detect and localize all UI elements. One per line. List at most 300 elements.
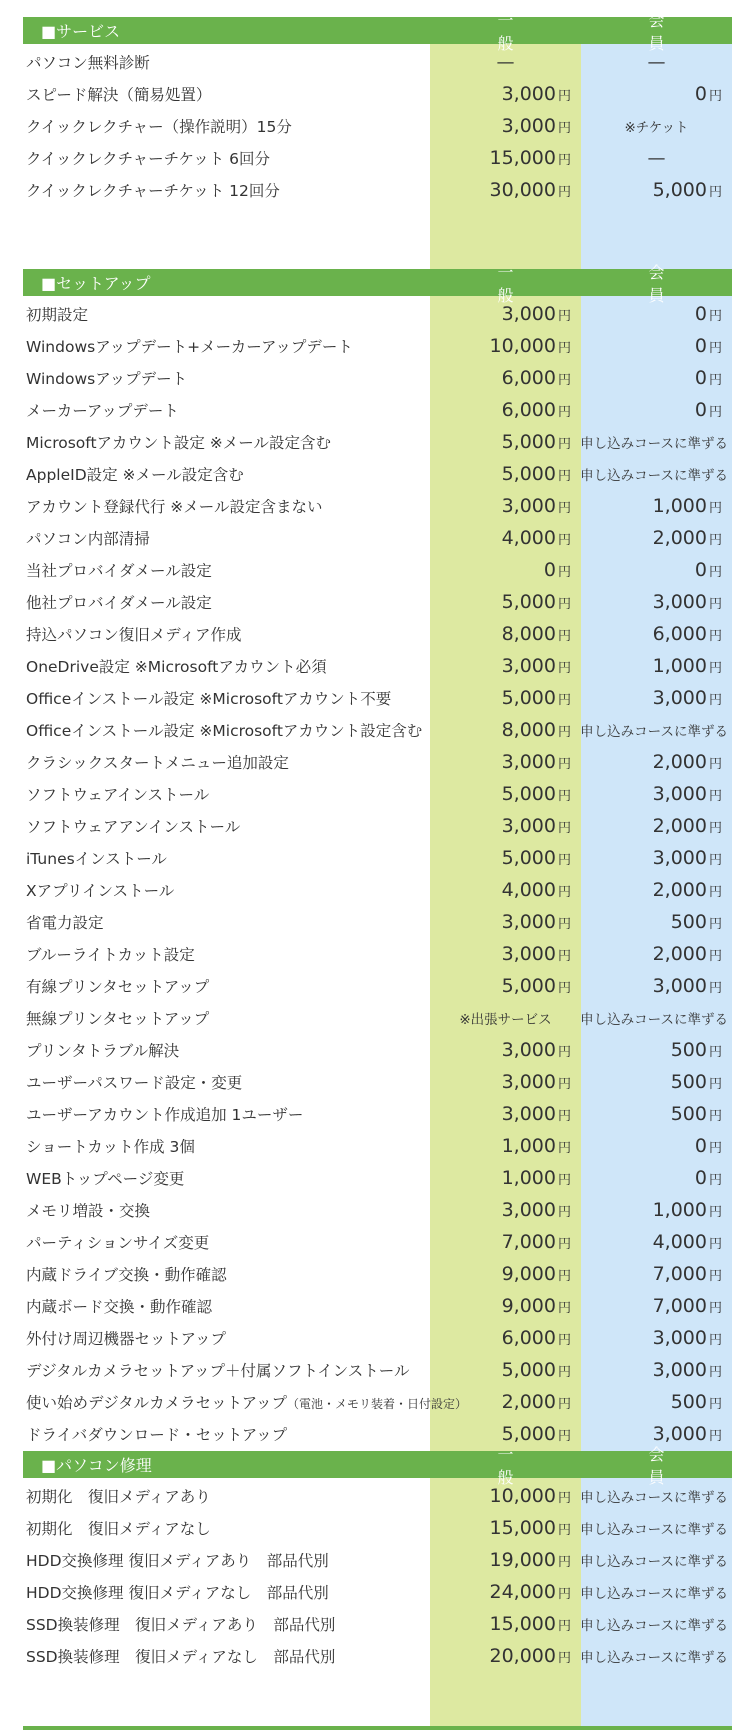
price-row: [23, 1608, 732, 1640]
service-name: ユーザーパスワード設定・変更: [26, 1074, 243, 1092]
price-row: [23, 1002, 732, 1034]
column-header-kaiin: 会 員: [648, 1444, 733, 1487]
price-row: [23, 1322, 732, 1354]
ippan-price: [430, 751, 581, 773]
yen-unit: 円: [557, 725, 571, 740]
ippan-price: [430, 179, 581, 201]
price-row: [23, 362, 732, 394]
yen-unit: 円: [557, 1333, 571, 1348]
kaiin-price: [581, 83, 732, 105]
price-value: 3,000: [501, 1103, 556, 1125]
yen-unit: 円: [708, 1141, 722, 1156]
ippan-price: [430, 1391, 581, 1413]
price-note: 申し込みコースに準ずる: [580, 1012, 728, 1028]
kaiin-price: [581, 1039, 732, 1061]
price-value: 19,000: [489, 1549, 556, 1571]
price-value: 3,000: [501, 751, 556, 773]
service-name: 無線プリンタセットアップ: [26, 1010, 210, 1028]
yen-unit: 円: [557, 1491, 571, 1506]
yen-unit: 円: [557, 185, 571, 200]
price-row: [23, 650, 732, 682]
yen-unit: 円: [708, 1205, 722, 1220]
price-value: 20,000: [489, 1645, 556, 1667]
kaiin-price: [581, 1614, 732, 1634]
price-row: [23, 298, 732, 330]
ippan-price: [430, 815, 581, 837]
kaiin-price: [581, 720, 732, 740]
kaiin-price: [581, 1359, 732, 1381]
price-value: 5,000: [501, 431, 556, 453]
section-header: [23, 262, 733, 305]
yen-unit: 円: [557, 501, 571, 516]
price-row: [23, 426, 732, 458]
ippan-price: [430, 879, 581, 901]
price-value: 3,000: [652, 1327, 707, 1349]
yen-unit: 円: [557, 1523, 571, 1538]
kaiin-price: [581, 179, 732, 201]
yen-unit: 円: [708, 1397, 722, 1412]
price-value: 24,000: [489, 1581, 556, 1603]
ippan-price: [430, 1327, 581, 1349]
yen-unit: 円: [708, 597, 722, 612]
price-row: [23, 1386, 732, 1418]
yen-unit: 円: [708, 1301, 722, 1316]
price-value: 0: [694, 83, 707, 105]
kaiin-price: [581, 1008, 732, 1028]
column-header-kaiin: 会 員: [648, 10, 733, 53]
ippan-price: [430, 591, 581, 613]
price-value: 5,000: [501, 687, 556, 709]
price-row: [23, 394, 732, 426]
yen-unit: 円: [557, 1619, 571, 1634]
yen-unit: 円: [557, 121, 571, 136]
service-name: Officeインストール設定 ※Microsoftアカウント不要: [26, 690, 392, 708]
service-name: WEBトップページ変更: [26, 1170, 185, 1188]
yen-unit: 円: [557, 629, 571, 644]
ippan-price: [430, 623, 581, 645]
kaiin-price: [581, 1071, 732, 1093]
yen-unit: 円: [557, 1365, 571, 1380]
yen-unit: 円: [708, 405, 722, 420]
ippan-price: [430, 1581, 581, 1603]
price-value: 3,000: [501, 495, 556, 517]
price-row: [23, 1162, 732, 1194]
price-value: 1,000: [652, 655, 707, 677]
yen-unit: 円: [557, 693, 571, 708]
yen-unit: 円: [708, 1077, 722, 1092]
price-row: [23, 586, 732, 618]
kaiin-price: [581, 655, 732, 677]
kaiin-price: [581, 559, 732, 581]
price-value: 6,000: [501, 1327, 556, 1349]
service-name: Microsoftアカウント設定 ※メール設定含む: [26, 434, 331, 452]
price-value: 1,000: [652, 495, 707, 517]
service-name: スピード解決（簡易処置）: [26, 86, 212, 104]
price-value: 9,000: [501, 1263, 556, 1285]
kaiin-price: [581, 464, 732, 484]
ippan-price: [430, 975, 581, 997]
not-applicable-dash: —: [496, 51, 515, 73]
yen-unit: 円: [557, 1397, 571, 1412]
yen-unit: 円: [557, 1045, 571, 1060]
price-value: 4,000: [501, 527, 556, 549]
yen-unit: 円: [708, 917, 722, 932]
service-name: 持込パソコン復旧メディア作成: [26, 626, 242, 644]
price-value: 3,000: [652, 975, 707, 997]
price-value: 3,000: [652, 847, 707, 869]
yen-unit: 円: [708, 757, 722, 772]
ippan-price: [430, 527, 581, 549]
price-value: 4,000: [652, 1231, 707, 1253]
section-header-bar: [23, 1726, 732, 1730]
price-row: [23, 1098, 732, 1130]
price-value: 0: [694, 1167, 707, 1189]
service-name: 初期化 復旧メディアなし: [26, 1520, 211, 1538]
price-row: [23, 490, 732, 522]
ippan-price: [430, 1103, 581, 1125]
price-value: 3,000: [501, 943, 556, 965]
ippan-price: [430, 1263, 581, 1285]
price-value: 5,000: [501, 975, 556, 997]
price-row: [23, 142, 732, 174]
service-name: メモリ増設・交換: [26, 1202, 151, 1220]
yen-unit: 円: [557, 533, 571, 548]
service-name: AppleID設定 ※メール設定含む: [26, 466, 244, 484]
price-value: 15,000: [489, 147, 556, 169]
column-header-ippan: 一 般: [497, 262, 582, 305]
ippan-price: [430, 1613, 581, 1635]
service-name: 内蔵ドライブ交換・動作確認: [26, 1266, 227, 1284]
price-value: 0: [543, 559, 556, 581]
ippan-price: [430, 303, 581, 325]
price-row: [23, 938, 732, 970]
yen-unit: 円: [557, 1301, 571, 1316]
yen-unit: 円: [708, 885, 722, 900]
price-value: 5,000: [501, 783, 556, 805]
kaiin-price: [581, 783, 732, 805]
service-name: クイックレクチャー（操作説明）15分: [26, 118, 292, 136]
price-note: 申し込みコースに準ずる: [580, 1586, 728, 1602]
kaiin-price: [581, 1103, 732, 1125]
service-name: 外付け周辺機器セットアップ: [26, 1330, 226, 1348]
kaiin-price: [581, 52, 732, 73]
yen-unit: 円: [557, 309, 571, 324]
yen-unit: 円: [708, 1109, 722, 1124]
yen-unit: 円: [557, 1269, 571, 1284]
yen-unit: 円: [708, 853, 722, 868]
section-title: ■パソコン修理: [41, 1456, 152, 1475]
kaiin-price: [581, 687, 732, 709]
price-row: [23, 1576, 732, 1608]
price-value: 500: [670, 911, 707, 933]
kaiin-price: [581, 367, 732, 389]
price-value: 7,000: [652, 1295, 707, 1317]
ippan-price: [430, 655, 581, 677]
service-name: Windowsアップデート: [26, 370, 188, 388]
service-name: プリンタトラブル解決: [26, 1042, 180, 1060]
yen-unit: 円: [708, 309, 722, 324]
price-value: 3,000: [652, 1423, 707, 1445]
price-value: 2,000: [652, 527, 707, 549]
price-row: [23, 1066, 732, 1098]
service-name: 有線プリンタセットアップ: [26, 978, 210, 996]
kaiin-price: [581, 1135, 732, 1157]
service-name: パソコン内部清掃: [26, 530, 150, 548]
price-note: 申し込みコースに準ずる: [580, 724, 728, 740]
price-value: 500: [670, 1103, 707, 1125]
price-value: 3,000: [501, 83, 556, 105]
price-value: 9,000: [501, 1295, 556, 1317]
ippan-price: [430, 1295, 581, 1317]
kaiin-price: [581, 943, 732, 965]
section-title: ■サービス: [41, 22, 121, 41]
yen-unit: 円: [557, 1651, 571, 1666]
price-value: 0: [694, 399, 707, 421]
service-name: ブルーライトカット設定: [26, 946, 195, 964]
price-row: [23, 78, 732, 110]
price-value: 5,000: [501, 463, 556, 485]
yen-unit: 円: [708, 1333, 722, 1348]
price-value: 1,000: [501, 1135, 556, 1157]
kaiin-price: [581, 399, 732, 421]
price-value: 7,000: [501, 1231, 556, 1253]
yen-unit: 円: [708, 501, 722, 516]
ippan-price: [430, 1071, 581, 1093]
kaiin-price: [581, 1646, 732, 1666]
ippan-price: [430, 335, 581, 357]
price-value: 3,000: [501, 1071, 556, 1093]
yen-unit: 円: [708, 1429, 722, 1444]
price-row: [23, 1544, 732, 1576]
kaiin-price: [581, 1582, 732, 1602]
yen-unit: 円: [708, 533, 722, 548]
yen-unit: 円: [708, 1365, 722, 1380]
price-value: 3,000: [501, 655, 556, 677]
yen-unit: 円: [708, 981, 722, 996]
ippan-price: [430, 1517, 581, 1539]
price-row: [23, 970, 732, 1002]
price-row: [23, 46, 732, 78]
yen-unit: 円: [708, 89, 722, 104]
service-name: iTunesインストール: [26, 850, 167, 868]
service-name: クイックレクチャーチケット 12回分: [26, 182, 280, 200]
price-note: 申し込みコースに準ずる: [580, 436, 728, 452]
kaiin-price: [581, 1295, 732, 1317]
price-value: 7,000: [652, 1263, 707, 1285]
yen-unit: 円: [708, 693, 722, 708]
yen-unit: 円: [557, 1077, 571, 1092]
ippan-price: [430, 1359, 581, 1381]
ippan-price: [430, 1199, 581, 1221]
kaiin-price: [581, 495, 732, 517]
yen-unit: 円: [557, 1555, 571, 1570]
price-row: [23, 778, 732, 810]
price-value: 3,000: [652, 783, 707, 805]
kaiin-price: [581, 815, 732, 837]
yen-unit: 円: [708, 373, 722, 388]
price-value: 10,000: [489, 335, 556, 357]
kaiin-price: [581, 975, 732, 997]
price-row: [23, 1512, 732, 1544]
price-row: [23, 682, 732, 714]
price-value: 0: [694, 303, 707, 325]
yen-unit: 円: [708, 185, 722, 200]
price-note: 申し込みコースに準ずる: [580, 1554, 728, 1570]
ippan-price: [430, 52, 581, 73]
section-title: ■セットアップ: [41, 274, 151, 293]
yen-unit: 円: [557, 373, 571, 388]
service-name: 内蔵ボード交換・動作確認: [26, 1298, 213, 1316]
price-value: 2,000: [652, 943, 707, 965]
price-value: 5,000: [501, 1359, 556, 1381]
kaiin-price: [581, 591, 732, 613]
service-name: ソフトウェアインストール: [26, 786, 210, 804]
price-value: 3,000: [501, 115, 556, 137]
price-row: [23, 1354, 732, 1386]
price-row: [23, 1034, 732, 1066]
yen-unit: 円: [708, 1173, 722, 1188]
price-value: 3,000: [652, 591, 707, 613]
price-row: [23, 522, 732, 554]
price-note: ※チケット: [624, 120, 689, 136]
price-row: [23, 1290, 732, 1322]
price-value: 0: [694, 367, 707, 389]
price-value: 15,000: [489, 1613, 556, 1635]
service-name: パソコン無料診断: [26, 54, 150, 72]
service-name: アカウント登録代行 ※メール設定含まない: [26, 498, 323, 516]
service-name: OneDrive設定 ※Microsoftアカウント必須: [26, 658, 327, 676]
price-value: 6,000: [501, 367, 556, 389]
service-name: Xアプリインストール: [26, 882, 175, 900]
ippan-price: [430, 431, 581, 453]
price-value: 6,000: [501, 399, 556, 421]
yen-unit: 円: [557, 885, 571, 900]
ippan-price: [430, 83, 581, 105]
price-value: 3,000: [501, 1199, 556, 1221]
yen-unit: 円: [557, 341, 571, 356]
price-value: 3,000: [501, 911, 556, 933]
kaiin-price: [581, 432, 732, 452]
price-row: [23, 714, 732, 746]
price-value: 0: [694, 559, 707, 581]
service-name: 使い始めデジタルカメラセットアップ（電池・メモリ装着・日付設定）: [26, 1394, 468, 1412]
price-row: [23, 1640, 732, 1672]
yen-unit: 円: [708, 1237, 722, 1252]
service-name: 当社プロバイダメール設定: [26, 562, 212, 580]
ippan-price: [430, 495, 581, 517]
column-header-kaiin: 会 員: [648, 262, 733, 305]
yen-unit: 円: [557, 661, 571, 676]
service-name: ドライバダウンロード・セットアップ: [26, 1426, 288, 1444]
yen-unit: 円: [557, 917, 571, 932]
price-value: 6,000: [652, 623, 707, 645]
price-value: 500: [670, 1071, 707, 1093]
yen-unit: 円: [708, 1269, 722, 1284]
service-name: SSD換装修理 復旧メディアなし 部品代別: [26, 1648, 336, 1666]
yen-unit: 円: [557, 89, 571, 104]
service-name-note: （電池・メモリ装着・日付設定）: [287, 1397, 468, 1411]
price-row: [23, 110, 732, 142]
kaiin-price: [581, 1199, 732, 1221]
price-row: [23, 1194, 732, 1226]
price-value: 1,000: [501, 1167, 556, 1189]
yen-unit: 円: [708, 341, 722, 356]
not-applicable-dash: —: [647, 51, 666, 73]
service-name: HDD交換修理 復旧メディアなし 部品代別: [26, 1584, 329, 1602]
price-row: [23, 554, 732, 586]
kaiin-price: [581, 527, 732, 549]
kaiin-price: [581, 879, 732, 901]
service-name: メーカーアップデート: [26, 402, 179, 420]
price-value: 4,000: [501, 879, 556, 901]
kaiin-price: [581, 116, 732, 136]
kaiin-price: [581, 1327, 732, 1349]
yen-unit: 円: [708, 1045, 722, 1060]
column-header-ippan: 一 般: [497, 1444, 582, 1487]
yen-unit: 円: [557, 1205, 571, 1220]
yen-unit: 円: [708, 949, 722, 964]
price-row: [23, 1226, 732, 1258]
ippan-price: [430, 847, 581, 869]
yen-unit: 円: [557, 1109, 571, 1124]
yen-unit: 円: [557, 565, 571, 580]
price-value: 5,000: [652, 179, 707, 201]
price-value: 15,000: [489, 1517, 556, 1539]
price-note: 申し込みコースに準ずる: [580, 468, 728, 484]
price-value: 3,000: [501, 815, 556, 837]
price-note: 申し込みコースに準ずる: [580, 1650, 728, 1666]
kaiin-price: [581, 623, 732, 645]
price-row: [23, 746, 732, 778]
price-value: 1,000: [652, 1199, 707, 1221]
price-row: [23, 1130, 732, 1162]
ippan-price: [430, 1549, 581, 1571]
kaiin-price: [581, 1518, 732, 1538]
price-note: 申し込みコースに準ずる: [580, 1522, 728, 1538]
service-name: ショートカット作成 3個: [26, 1138, 195, 1156]
price-value: 30,000: [489, 179, 556, 201]
kaiin-price: [581, 751, 732, 773]
yen-unit: 円: [557, 981, 571, 996]
service-name: ユーザーアカウント作成追加 1ユーザー: [26, 1106, 304, 1124]
price-value: 8,000: [501, 623, 556, 645]
ippan-price: [430, 463, 581, 485]
price-value: 3,000: [501, 1039, 556, 1061]
ippan-price: [430, 367, 581, 389]
price-note: ※出張サービス: [459, 1012, 552, 1028]
service-name: SSD換装修理 復旧メディアあり 部品代別: [26, 1616, 336, 1634]
column-header-ippan: 一 般: [497, 10, 582, 53]
ippan-price: [430, 911, 581, 933]
not-applicable-dash: —: [647, 147, 666, 169]
price-row: [23, 618, 732, 650]
price-value: 3,000: [652, 1359, 707, 1381]
price-value: 500: [670, 1391, 707, 1413]
kaiin-price: [581, 1263, 732, 1285]
service-name: 他社プロバイダメール設定: [26, 594, 212, 612]
yen-unit: 円: [557, 821, 571, 836]
price-value: 8,000: [501, 719, 556, 741]
price-value: 10,000: [489, 1485, 556, 1507]
yen-unit: 円: [557, 1429, 571, 1444]
service-name: ソフトウェアアンインストール: [26, 818, 241, 836]
kaiin-price: [581, 335, 732, 357]
ippan-price: [430, 115, 581, 137]
ippan-price: [430, 559, 581, 581]
service-name: 初期化 復旧メディアあり: [26, 1488, 211, 1506]
kaiin-price: [581, 1391, 732, 1413]
ippan-price: [430, 943, 581, 965]
